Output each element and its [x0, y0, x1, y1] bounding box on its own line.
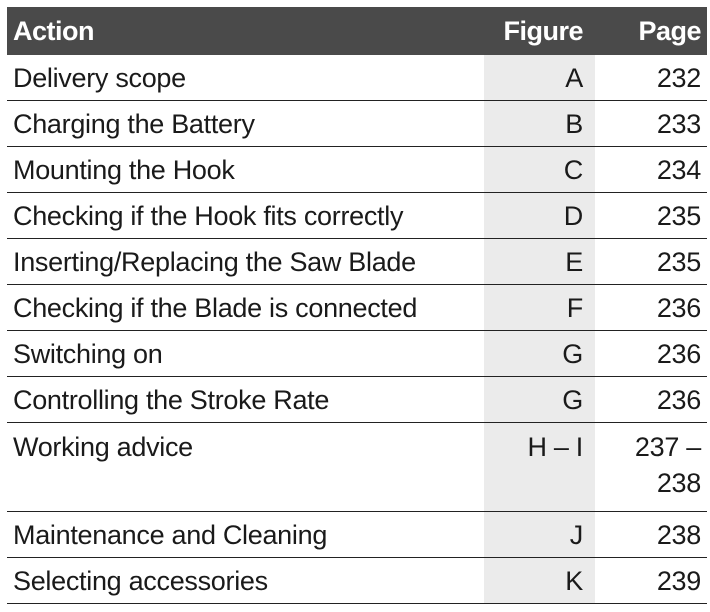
cell-figure: D	[484, 193, 595, 239]
cell-page: 238	[595, 512, 707, 558]
table-row	[7, 55, 707, 101]
cell-page: 236	[595, 331, 707, 377]
cell-action: Charging the Battery	[7, 101, 484, 147]
cell-action: Switching on	[7, 331, 484, 377]
cell-figure: F	[484, 285, 595, 331]
cell-action: Mounting the Hook	[7, 147, 484, 193]
cell-page: 233	[595, 101, 707, 147]
cell-figure: C	[484, 147, 595, 193]
table-body	[7, 55, 707, 604]
action-figure-page-table	[7, 7, 707, 604]
table-row	[7, 239, 707, 285]
table-header	[7, 7, 707, 55]
cell-action: Maintenance and Cleaning	[7, 512, 484, 558]
column-header-action: Action	[7, 7, 484, 55]
header-row	[7, 7, 707, 55]
cell-action: Working advice	[7, 423, 484, 512]
cell-action: Inserting/Replacing the Saw Blade	[7, 239, 484, 285]
cell-page: 235	[595, 193, 707, 239]
cell-page: 232	[595, 55, 707, 101]
cell-figure: G	[484, 331, 595, 377]
cell-page: 236	[595, 285, 707, 331]
cell-action: Checking if the Blade is connected	[7, 285, 484, 331]
table-row	[7, 377, 707, 423]
cell-figure: H – I	[484, 423, 595, 512]
table-row	[7, 558, 707, 604]
column-header-page: Page	[595, 7, 707, 55]
cell-page: 237 – 238	[595, 423, 707, 512]
cell-action: Controlling the Stroke Rate	[7, 377, 484, 423]
cell-action: Delivery scope	[7, 55, 484, 101]
cell-figure: A	[484, 55, 595, 101]
cell-figure: E	[484, 239, 595, 285]
table-row	[7, 101, 707, 147]
cell-page: 239	[595, 558, 707, 604]
cell-action: Selecting accessories	[7, 558, 484, 604]
table-row	[7, 193, 707, 239]
cell-figure: G	[484, 377, 595, 423]
cell-page: 234	[595, 147, 707, 193]
cell-page: 235	[595, 239, 707, 285]
table-row	[7, 147, 707, 193]
cell-action: Checking if the Hook fits correctly	[7, 193, 484, 239]
cell-page: 236	[595, 377, 707, 423]
table-row	[7, 285, 707, 331]
cell-figure: K	[484, 558, 595, 604]
table-row	[7, 423, 707, 512]
cell-figure: B	[484, 101, 595, 147]
table-row	[7, 512, 707, 558]
cell-figure: J	[484, 512, 595, 558]
column-header-figure: Figure	[484, 7, 595, 55]
action-figure-page-table-container	[7, 7, 707, 604]
table-row	[7, 331, 707, 377]
